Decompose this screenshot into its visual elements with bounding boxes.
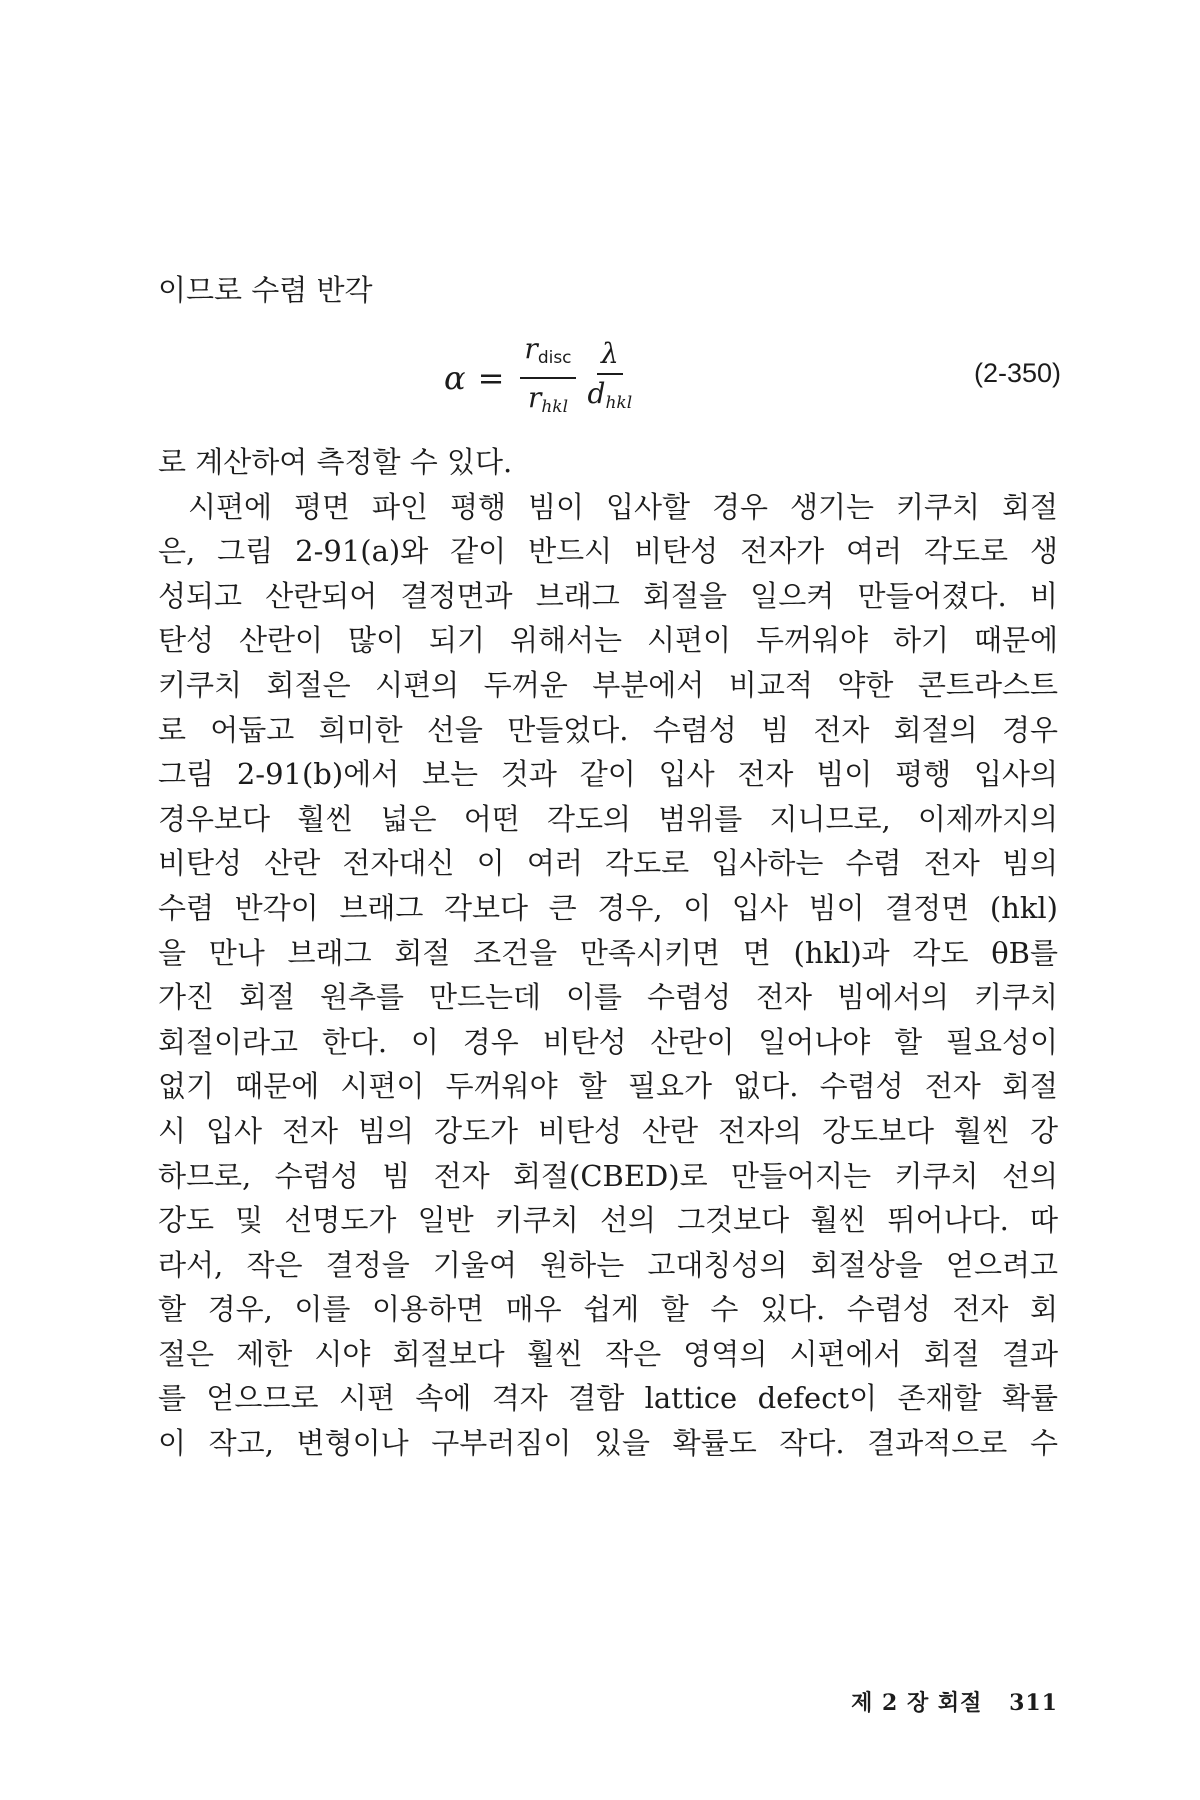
footer-chapter: 제 2 장 회절 [851, 1690, 983, 1716]
body-line: 비탄성 산란 전자대신 이 여러 각도로 입사하는 수렴 전자 빔의 [158, 846, 1058, 881]
body-line: 그림 2-91(b)에서 보는 것과 같이 입사 전자 빔이 평행 입사의 [158, 757, 1058, 792]
body-line: 강도 및 선명도가 일반 키쿠치 선의 그것보다 훨씬 뛰어나다. 따 [158, 1203, 1058, 1238]
body-paragraphs [158, 440, 1058, 1466]
intro-text: 이므로 수렴 반각 [158, 273, 373, 307]
body-line: 할 경우, 이를 이용하면 매우 쉽게 할 수 있다. 수렴성 전자 회 [158, 1292, 1058, 1327]
equation-equals: = [477, 359, 505, 397]
body-line: 시 입사 전자 빔의 강도가 비탄성 산란 전자의 강도보다 훨씬 강 [158, 1113, 1058, 1148]
body-line: 경우보다 훨씬 넓은 어떤 각도의 범위를 지니므로, 이제까지의 [158, 801, 1058, 836]
body-line: 시편에 평면 파인 평행 빔이 입사할 경우 생기는 키쿠치 회절 [188, 489, 1058, 524]
body-line: 라서, 작은 결정을 기울여 원하는 고대칭성의 회절상을 얻으려고 [158, 1247, 1058, 1282]
body-line: 로 어둡고 희미한 선을 만들었다. 수렴성 빔 전자 회절의 경우 [158, 712, 1058, 747]
body-line: 없기 때문에 시편이 두꺼워야 할 필요가 없다. 수렴성 전자 회절 [158, 1069, 1058, 1104]
page-footer [851, 1686, 1058, 1717]
fraction-wavelength-numerator: λ [597, 335, 623, 375]
body-line: 수렴 반각이 브래그 각보다 큰 경우, 이 입사 빔이 결정면 (hkl) [158, 890, 1058, 925]
body-line: 회절이라고 한다. 이 경우 비탄성 산란이 일어나야 할 필요성이 [158, 1024, 1058, 1059]
equation-body [444, 332, 640, 420]
body-line: 성되고 산란되어 결정면과 브래그 회절을 일으켜 만들어졌다. 비 [158, 578, 1058, 613]
body-line: 로 계산하여 측정할 수 있다. [158, 445, 513, 479]
fraction-radius-numerator: $r_{disc}$ [520, 330, 575, 379]
body-line: 절은 제한 시야 회절보다 훨씬 작은 영역의 시편에서 회절 결과 [158, 1336, 1058, 1371]
fraction-radius [520, 330, 575, 426]
body-line: 탄성 산란이 많이 되기 위해서는 시편이 두꺼워야 하기 때문에 [158, 623, 1058, 658]
footer-page-number: 311 [1009, 1690, 1058, 1716]
fraction-wavelength [584, 335, 637, 422]
body-line: 이 작고, 변형이나 구부러짐이 있을 확률도 작다. 결과적으로 수 [158, 1426, 1058, 1461]
equation-2-350 [0, 332, 1200, 420]
body-line: 를 얻으므로 시편 속에 격자 결함 lattice defect이 존재할 확률 [158, 1381, 1058, 1416]
body-line: 키쿠치 회절은 시편의 두꺼운 부분에서 비교적 약한 콘트라스트 [158, 667, 1058, 702]
equation-lhs: α [444, 359, 466, 397]
body-line: 가진 회절 원추를 만드는데 이를 수렴성 전자 빔에서의 키쿠치 [158, 980, 1058, 1015]
body-line: 은, 그림 2-91(a)와 같이 반드시 비탄성 전자가 여러 각도로 생 [158, 534, 1058, 569]
body-line: 을 만나 브래그 회절 조건을 만족시키면 면 (hkl)과 각도 θB를 [158, 935, 1058, 970]
body-line: 하므로, 수렴성 빔 전자 회절(CBED)로 만들어지는 키쿠치 선의 [158, 1158, 1058, 1193]
fraction-radius-denominator: $r_{hkl}$ [527, 381, 569, 417]
fraction-wavelength-denominator: $d_{hkl}$ [587, 376, 633, 413]
equation-number: (2-350) [974, 358, 1062, 388]
